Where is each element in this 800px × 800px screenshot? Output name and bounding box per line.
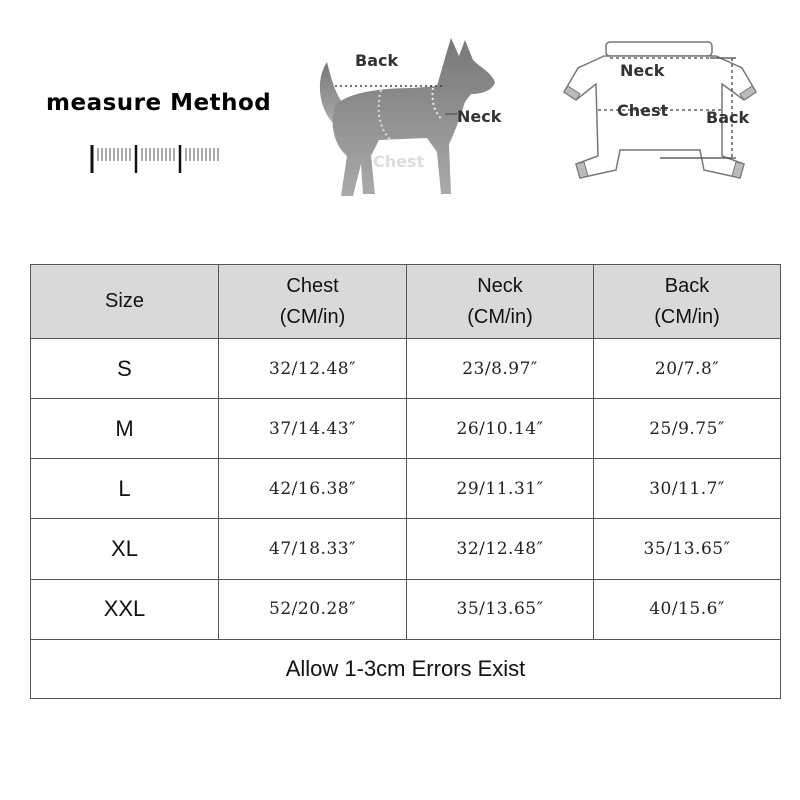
table-header-row <box>31 265 781 339</box>
shirt-chest-label: Chest <box>617 101 669 120</box>
dog-chest-label: Chest <box>373 152 425 171</box>
size-cell: S <box>31 339 219 399</box>
neck-cell: 32/12.48″ <box>407 519 594 579</box>
header-chest <box>219 265 407 339</box>
header-chest-unit: (CM/in) <box>279 305 346 328</box>
neck-cell: 23/8.97″ <box>407 339 594 399</box>
dog-measurement-illustration <box>305 28 505 208</box>
header-chest-label: Chest <box>286 274 339 297</box>
header-neck-label: Neck <box>477 274 523 297</box>
size-cell: XXL <box>31 579 219 639</box>
back-cell: 30/11.7″ <box>594 459 781 519</box>
header-size <box>31 265 219 339</box>
error-note: Allow 1-3cm Errors Exist <box>31 639 781 698</box>
table-row <box>31 579 781 639</box>
shirt-measurement-illustration <box>560 28 760 208</box>
table-row <box>31 339 781 399</box>
chest-cell: 52/20.28″ <box>219 579 407 639</box>
back-cell: 40/15.6″ <box>594 579 781 639</box>
size-cell: L <box>31 459 219 519</box>
chest-cell: 42/16.38″ <box>219 459 407 519</box>
neck-cell: 29/11.31″ <box>407 459 594 519</box>
back-cell: 20/7.8″ <box>594 339 781 399</box>
header-back-label: Back <box>664 274 710 297</box>
chest-cell: 32/12.48″ <box>219 339 407 399</box>
back-cell: 25/9.75″ <box>594 399 781 459</box>
ruler-icon <box>88 143 224 175</box>
shirt-back-label: Back <box>706 108 750 127</box>
header-neck-unit: (CM/in) <box>467 305 533 328</box>
chest-cell: 47/18.33″ <box>219 519 407 579</box>
size-cell: XL <box>31 519 219 579</box>
chest-cell: 37/14.43″ <box>219 399 407 459</box>
table-row <box>31 459 781 519</box>
table-row <box>31 519 781 579</box>
dog-neck-label: Neck <box>457 107 502 126</box>
header-back-unit: (CM/in) <box>654 305 720 328</box>
header-neck <box>407 265 594 339</box>
neck-cell: 35/13.65″ <box>407 579 594 639</box>
size-chart-table <box>30 264 781 699</box>
measure-method-title: measure Method <box>46 90 272 116</box>
neck-cell: 26/10.14″ <box>407 399 594 459</box>
header-size-label: Size <box>105 290 144 312</box>
table-row <box>31 399 781 459</box>
table-note-row <box>31 639 781 698</box>
shirt-neck-label: Neck <box>620 61 665 80</box>
size-cell: M <box>31 399 219 459</box>
header-back <box>594 265 781 339</box>
back-cell: 35/13.65″ <box>594 519 781 579</box>
dog-back-label: Back <box>355 51 399 70</box>
